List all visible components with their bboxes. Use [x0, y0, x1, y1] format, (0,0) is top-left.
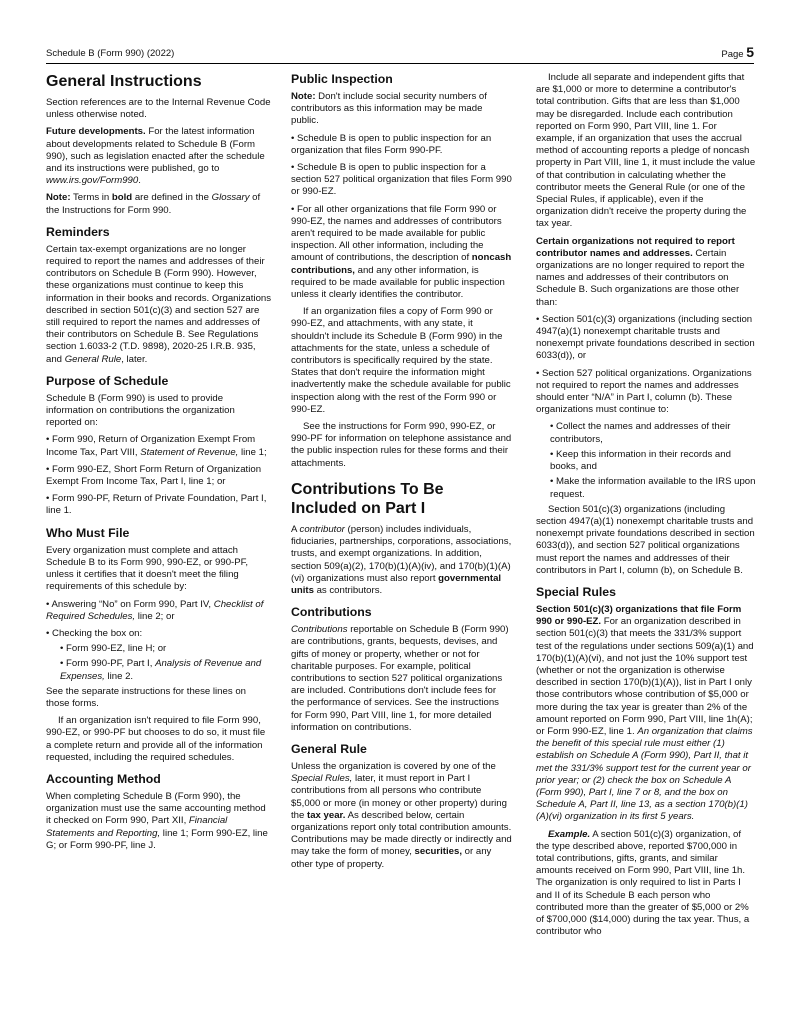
paragraph-reminders: Certain tax-exempt organizations are no longer required to report the names and addresses of their contributors on Schedule B (Form 990). However, these organizations must continue to keep this information in their books and records. Organizations described in section 501(c)(3) and section 527 are still required to report the names and addresses of their contributors on Schedule B. See Regulations section 1.6033-2 (T.D. 9898), 2020-25 I.R.B. 935, and General Rule, later. — [46, 243, 272, 365]
heading-public-inspection: Public Inspection — [291, 72, 393, 86]
heading-general-instructions: General Instructions — [46, 73, 202, 90]
column-3 — [536, 72, 756, 943]
heading-reminders: Reminders — [46, 224, 110, 239]
paragraph-section-references: Section references are to the Internal Revenue Code unless otherwise noted. — [46, 97, 271, 121]
bullet-answering-no: • Answering “No” on Form 990, Part IV, Checklist of Required Schedules, line 2; or — [46, 598, 264, 622]
page-number-header — [721, 44, 754, 60]
bullet-form-990ez: • Form 990-EZ, Short Form Return of Organization Exempt From Income Tax, Part I, line 1; or — [46, 463, 262, 488]
bullet-527: • Section 527 political organizations. Organizations not required to report the names and addresses should enter “N/A” in Part I, column (b). These organizations must continue to: — [536, 367, 752, 416]
subbullet-990ez-line-h: • Form 990-EZ, line H; or — [60, 643, 167, 655]
heading-purpose-of-schedule: Purpose of Schedule — [46, 373, 169, 388]
subbullet-keep: • Keep this information in their records and books, and — [550, 448, 731, 473]
bullet-other-organizations: • For all other organizations that file Form 990 or 990-EZ, the names and addresses of contributors aren't required to be made available for public inspection. All other information, including the amount of contributions, the description of noncash contributions, and any other information, is required to be made available for public inspection unless it clearly identifies the contributor. — [291, 203, 512, 301]
bullet-form-990pf: • Form 990-PF, Return of Private Foundation, Part I, line 1. — [46, 493, 267, 517]
paragraph-note-terms: Note: Terms in bold are defined in the Glossary of the Instructions for Form 990. — [46, 192, 261, 216]
form-name-header: Schedule B (Form 990) (2022) — [46, 48, 175, 59]
heading-general-rule: General Rule — [291, 741, 367, 756]
column-2 — [291, 72, 512, 876]
paragraph-see-separate: See the separate instructions for these lines on those forms. — [46, 685, 246, 709]
paragraph-future-developments: Future developments. For the latest information about developments related to Schedule B (Form 990), such as legislation enacted after the schedule and its instructions were published, go to www.irs.gov/Form990. — [46, 126, 265, 187]
heading-accounting-method: Accounting Method — [46, 771, 161, 786]
paragraph-contributor-definition: A contributor (person) includes individuals, fiduciaries, partnerships, corporations, associations, trusts, and exempt organizations. In addition, section 509(a)(2), 170(b)(1)(A)(iv), and 170(b)(1)(A)(vi) organizations must also report governmental units as contributors. — [291, 523, 512, 596]
paragraph-purpose: Schedule B (Form 990) is used to provide information on contributions the organization reported on: — [46, 392, 235, 429]
bullet-checking-box: • Checking the box on: — [46, 627, 143, 639]
paragraph-who-must-file: Every organization must complete and attach Schedule B to its Form 990, 990-EZ, or 990-PF, unless it certifies that it doesn't meet the filing requirements of this schedule by: — [46, 544, 249, 593]
bullet-open-527: • Schedule B is open to public inspection for a section 527 political organization that files Form 990 or 990-EZ. — [291, 162, 512, 198]
subbullet-make-available: • Make the information available to the IRS upon request. — [550, 476, 756, 500]
bullet-501c3: • Section 501(c)(3) organizations (including section 4947(a)(1) nonexempt charitable trusts and nonexempt private foundations described in section 6033(d)), or — [536, 313, 755, 362]
column-1 — [46, 72, 272, 857]
page-number: 5 — [746, 44, 754, 60]
header-rule — [46, 63, 754, 64]
paragraph-special-rule-501c3: Section 501(c)(3) organizations that file Form 990 or 990-EZ. For an organization described in section 501(c)(3) that meets the 331/3% support test of the regulations under sections 509(a)(1) and 170(b)(1)(A)(vi), and not just the 10% support test (whether or not the organization is otherwise described in section 170(b)(1)(A)), list in Part I only those contributors whose contribution of $5,000 or more during the tax year is greater than 2% of the amount reported on Form 990, Part VIII, line 1h(A); or Form 990-EZ, line 1. An organization that claims the benefit of this special rule must either (1) establish on Schedule A (Form 990), Part II, that it met the 331/3% support test for the current year or prior year; or (2) check the box on Schedule A (Form 990), Part I, line 7 or 8, and the box on Schedule A, Part II, line 13, as a section 170(b)(1)(A)(vi) organization in its first 5 years. — [536, 603, 754, 823]
heading-who-must-file: Who Must File — [46, 525, 130, 540]
paragraph-501c3-must-report: Section 501(c)(3) organizations (including section 4947(a)(1) nonexempt charitable trusts and nonexempt private foundations described in section 6033(d)), and section 527 political organizations must report the names and addresses of their contributors in Part I, column (b), on Schedule B. — [536, 503, 755, 576]
page-label: Page — [721, 49, 744, 60]
link-irs-form990[interactable]: www.irs.gov/Form990 — [46, 175, 139, 187]
paragraph-include-gifts: Include all separate and independent gifts that are $1,000 or more to determine a contributor's total contribution. Gifts that are less than $1,000 may be disregarded. Include each contribution reported on Form 990, Part VIII, line 1. For example, if an organization that uses the accrual method of accounting reports a pledge of noncash property in Part VIII, line 1, it must include the value of that contribution in calculating whether the contributor meets the General Rule (or one of the Special Rules, if applicable), even if the organization didn't receive the property during the tax year. — [536, 72, 756, 230]
paragraph-certain-organizations: Certain organizations not required to report contributor names and addresses. Certain organizations are no longer required to report the names and addresses of their contributors on Schedule B. Such organizations are those other than: — [536, 235, 745, 308]
paragraph-example: Example. A section 501(c)(3) organization, of the type described above, reported $700,000 in total contributions, gifts, grants, and similar amounts received on Form 990, Part VIII, line 1h. The organization is only required to list in Parts I and II of its Schedule B each person who contributed more than the greater of $5,000 or 2% of $700,000 ($14,000) during the tax year. Thus, a contributor who — [536, 828, 750, 938]
paragraph-state-copy: If an organization files a copy of Form 990 or 990-EZ, and attachments, with any state, it shouldn't include its Schedule B (Form 990) in the attachments for the state, unless a schedule of contributors is specifically required by the state. States that don't require the information might inadvertently make the schedule available for public inspection along with the rest of the Form 990 or 990-EZ. — [291, 306, 511, 415]
paragraph-general-rule: Unless the organization is covered by one of the Special Rules, later, it must report in Part I contributions from all persons who contribute $5,000 or more (in money or other property) during the tax year. As described below, certain organizations report only total contribution amounts. Contributions may be made directly or indirectly and may take the form of money, securities, or any other type of property. — [291, 760, 512, 870]
paragraph-public-note: Note: Don't include social security numbers of contributors as this information may be made public. — [291, 91, 487, 127]
paragraph-see-instructions: See the instructions for Form 990, 990-EZ, or 990-PF for information on telephone assistance and the public inspection rules for these forms and their attachments. — [291, 421, 512, 469]
paragraph-accounting-method: When completing Schedule B (Form 990), the organization must use the same accounting method it checked on Form 990, Part XII, Financial Statements and Reporting, line 1; Form 990-EZ, line G; or Form 990-PF, line J. — [46, 790, 268, 851]
heading-contributions: Contributions — [291, 605, 372, 620]
heading-contributions-part-i: Contributions To Be Included on Part I — [291, 480, 444, 517]
bullet-form-990: • Form 990, Return of Organization Exempt From Income Tax, Part VIII, Statement of Revenue, line 1; — [46, 434, 267, 458]
bullet-open-990pf: • Schedule B is open to public inspection for an organization that files Form 990-PF. — [291, 132, 492, 156]
subbullet-990pf-part-i: • Form 990-PF, Part I, Analysis of Revenue and Expenses, line 2. — [60, 658, 262, 682]
subbullet-collect: • Collect the names and addresses of their contributors, — [550, 421, 731, 445]
paragraph-contributions: Contributions reportable on Schedule B (Form 990) are contributions, grants, bequests, devises, and gifts of money or property, whether or not for charitable purposes. For example, political contributions to section 527 political organizations are included. Contributions don't include fees for the performance of services. See the instructions for Form 990, Part VIII, line 1, for more detailed information on contributions. — [291, 624, 509, 733]
paragraph-not-required-to-file: If an organization isn't required to file Form 990, 990-EZ, or 990-PF but chooses to do so, it must file a complete return and provide all of the information requested, including the required schedules. — [46, 715, 266, 763]
heading-special-rules: Special Rules — [536, 584, 616, 599]
